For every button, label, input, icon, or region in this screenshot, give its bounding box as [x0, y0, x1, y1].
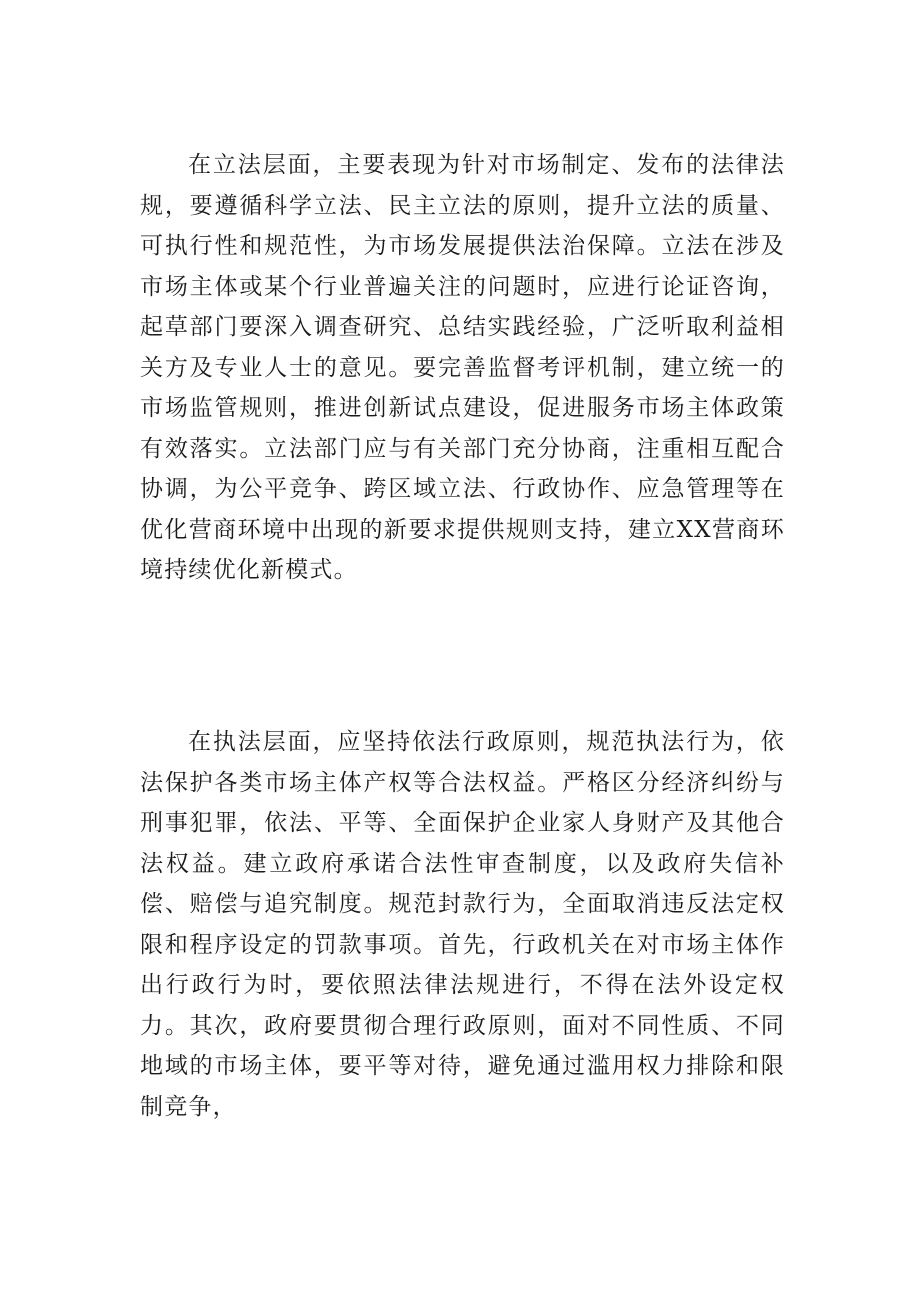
paragraph-legislation: 在立法层面，主要表现为针对市场制定、发布的法律法规，要遵循科学立法、民主立法的原则，提升立法的质量、可执行性和规范性，为市场发展提供法治保障。立法在涉及市场主体或某个行业普遍关注的问题时，应进行论证咨询，起草部门要深入调查研究、总结实践经验，广泛听取利益相关方及专业人士的意见。要完善监督考评机制，建立统一的市场监管规则，推进创新试点建设，促进服务市场主体政策有效落实。立法部门应与有关部门充分协商，注重相互配合协调，为公平竞争、跨区域立法、行政协作、应急管理等在优化营商环境中出现的新要求提供规则支持，建立XX营商环境持续优化新模式。 [140, 152, 785, 583]
paragraph-law-enforcement: 在执法层面，应坚持依法行政原则，规范执法行为，依法保护各类市场主体产权等合法权益。严格区分经济纠纷与刑事犯罪，依法、平等、全面保护企业家人身财产及其他合法权益。建立政府承诺合法性审查制度，以及政府失信补偿、赔偿与追究制度。规范封款行为，全面取消违反法定权限和程序设定的罚款事项。首先，行政机关在对市场主体作出行政行为时，要依照法律法规进行，不得在法外设定权力。其次，政府要贯彻合理行政原则，面对不同性质、不同地域的市场主体，要平等对待，避免通过滥用权力排除和限制竞争， [140, 729, 785, 1120]
